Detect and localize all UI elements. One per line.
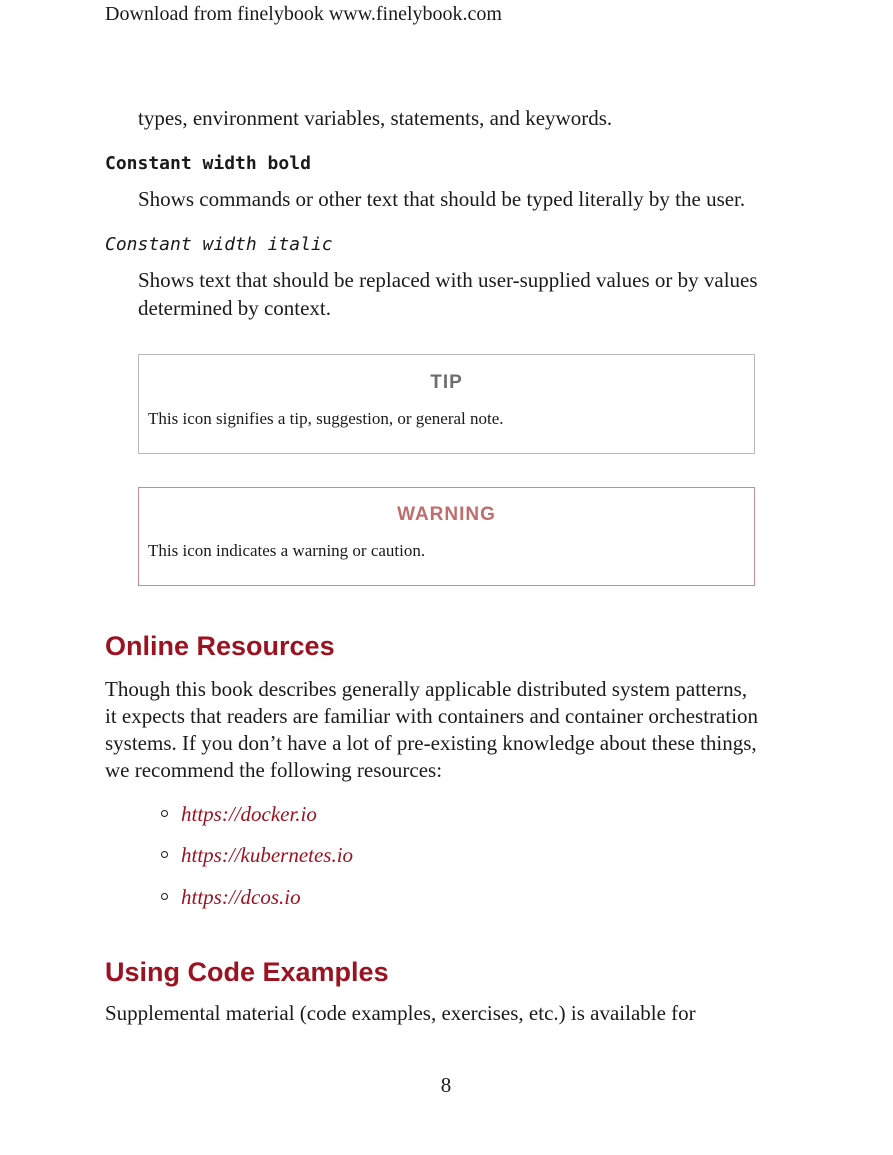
heading-online-resources: Online Resources bbox=[105, 631, 335, 661]
bullet-icon bbox=[161, 851, 168, 858]
heading-using-code-examples: Using Code Examples bbox=[105, 957, 389, 987]
online-resources-paragraph-line1: Though this book describes generally applicable distributed system patterns, bbox=[105, 677, 748, 701]
warning-title: WARNING bbox=[397, 504, 496, 525]
term-constant-width-italic: Constant width italic bbox=[105, 234, 333, 255]
continued-text: types, environment variables, statements, and keywords. bbox=[138, 106, 613, 130]
link-dcos[interactable]: https://dcos.io bbox=[181, 885, 301, 909]
warning-text: This icon indicates a warning or caution. bbox=[148, 541, 426, 560]
bullet-icon bbox=[161, 810, 168, 817]
tip-title: TIP bbox=[430, 372, 463, 393]
link-kubernetes[interactable]: https://kubernetes.io bbox=[181, 843, 354, 867]
page-number: 8 bbox=[440, 1073, 452, 1097]
download-header: Download from finelybook www.finelybook.com bbox=[105, 3, 502, 25]
warning-box bbox=[138, 487, 755, 586]
online-resources-paragraph-line3: systems. If you don’t have a lot of pre-existing knowledge about these things, bbox=[105, 731, 757, 755]
list-item bbox=[161, 800, 561, 828]
link-docker[interactable]: https://docker.io bbox=[181, 802, 317, 826]
online-resources-paragraph-line4: we recommend the following resources: bbox=[105, 758, 443, 782]
italic-term-description-line2: determined by context. bbox=[138, 296, 332, 320]
online-resources-paragraph-line2: it expects that readers are familiar with containers and container orchestration bbox=[105, 704, 759, 728]
list-item bbox=[161, 883, 561, 911]
italic-term-description-line1: Shows text that should be replaced with user-supplied values or by values bbox=[138, 268, 758, 292]
bold-term-description: Shows commands or other text that should be typed literally by the user. bbox=[138, 187, 746, 211]
list-item bbox=[161, 841, 561, 869]
term-constant-width-bold: Constant width bold bbox=[105, 153, 311, 174]
tip-box bbox=[138, 354, 755, 454]
code-examples-paragraph-line1: Supplemental material (code examples, exercises, etc.) is available for bbox=[105, 1001, 696, 1025]
tip-text: This icon signifies a tip, suggestion, or general note. bbox=[148, 409, 504, 428]
bullet-icon bbox=[161, 893, 168, 900]
